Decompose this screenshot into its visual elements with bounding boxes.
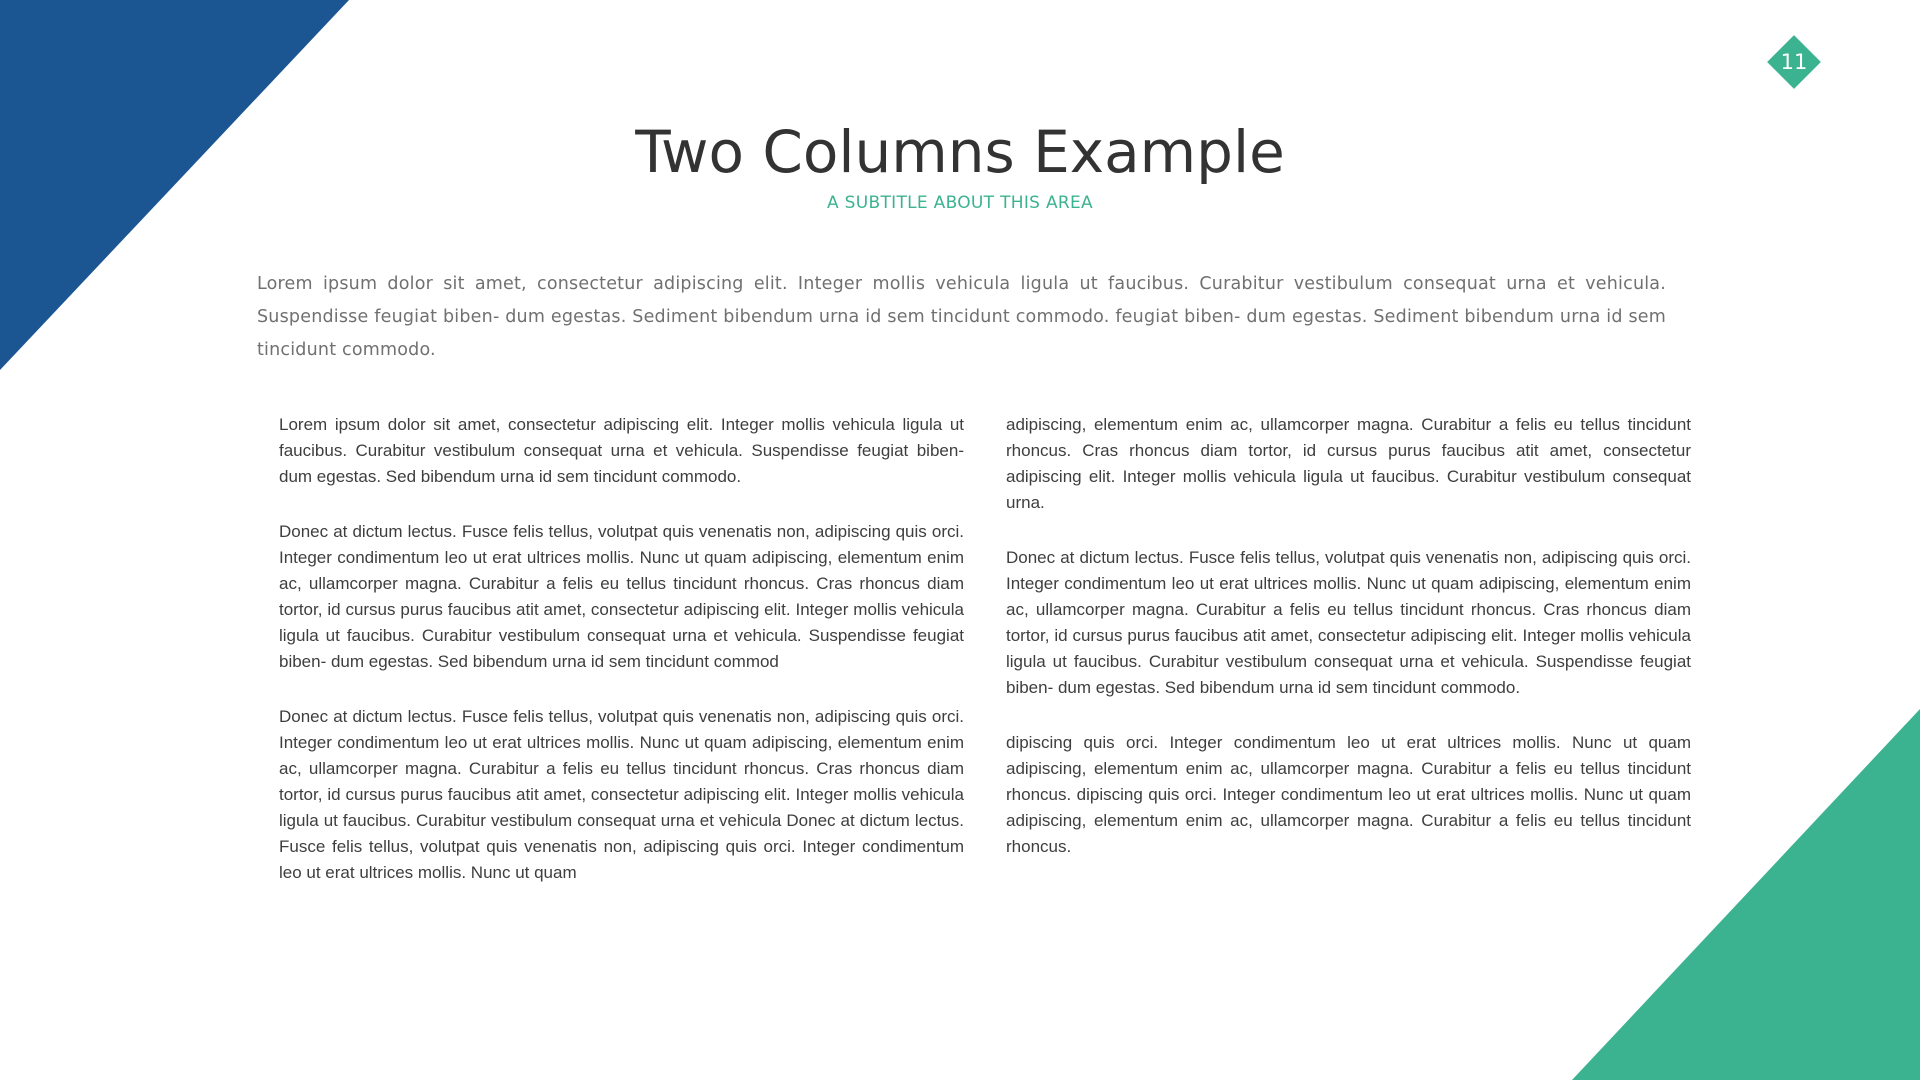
right-paragraph-1: adipiscing, elementum enim ac, ullamcorper magna. Curabitur a felis eu tellus tincidunt rhoncus. Cras rhoncus diam tortor, id cursus purus faucibus atit amet, consectetur adipiscing elit. Integer mollis vehicula ligula ut faucibus. Curabitur vestibulum consequat urna. xyxy=(1006,415,1691,512)
page-number: 11 xyxy=(1780,50,1808,74)
right-paragraph-2: Donec at dictum lectus. Fusce felis tellus, volutpat quis venenatis non, adipiscing quis orci. Integer condimentum leo ut erat ultrices mollis. Nunc ut quam adipiscing, elementum enim ac, ullamcorper magna. Curabitur a felis eu tellus tincidunt rhoncus. Cras rhoncus diam tortor, id cursus purus faucibus atit amet, consectetur adipiscing elit. Integer mollis vehicula ligula ut faucibus. Curabitur vestibulum consequat urna et vehicula. Suspendisse feugiat biben- dum egestas. Sed bibendum urna id sem tincidunt commodo. xyxy=(1006,548,1691,697)
page-number-badge xyxy=(1768,36,1820,88)
left-column xyxy=(279,412,964,915)
right-paragraph-3: dipiscing quis orci. Integer condimentum leo ut erat ultrices mollis. Nunc ut quam adipiscing, elementum enim ac, ullamcorper magna. Curabitur a felis eu tellus tincidunt rhoncus. dipiscing quis orci. Integer condimentum leo ut erat ultrices mollis. Nunc ut quam adipiscing, elementum enim ac, ullamcorper magna. Curabitur a felis eu tellus tincidunt rhoncus. xyxy=(1006,733,1691,856)
right-column xyxy=(1006,412,1691,889)
left-paragraph-3: Donec at dictum lectus. Fusce felis tellus, volutpat quis venenatis non, adipiscing quis orci. Integer condimentum leo ut erat ultrices mollis. Nunc ut quam adipiscing, elementum enim ac, ullamcorper magna. Curabitur a felis eu tellus tincidunt rhoncus. Cras rhoncus diam tortor, id cursus purus faucibus atit amet, consectetur adipiscing elit. Integer mollis vehicula ligula ut faucibus. Curabitur vestibulum consequat urna et vehicula Donec at dictum lectus. Fusce felis tellus, volutpat quis venenatis non, adipiscing quis orci. Integer condimentum leo ut erat ultrices mollis. Nunc ut quam xyxy=(279,707,964,882)
slide-title: Two Columns Example xyxy=(635,118,1285,186)
slide-subtitle: A SUBTITLE ABOUT THIS AREA xyxy=(827,193,1093,213)
left-paragraph-1: Lorem ipsum dolor sit amet, consectetur adipiscing elit. Integer mollis vehicula ligula ut faucibus. Curabitur vestibulum consequat urna et vehicula. Suspendisse feugiat biben- dum egestas. Sed bibendum urna id sem tincidunt commodo. xyxy=(279,415,964,486)
intro-paragraph: Lorem ipsum dolor sit amet, consectetur adipiscing elit. Integer mollis vehicula ligula ut faucibus. Curabitur vestibulum consequat urna et vehicula. Suspendisse feugiat biben- dum egestas. Sediment bibendum urna id sem tincidunt commodo. feugiat biben- dum egestas. Sediment bibendum urna id sem tincidunt commodo. xyxy=(257,274,1666,360)
left-paragraph-2: Donec at dictum lectus. Fusce felis tellus, volutpat quis venenatis non, adipiscing quis orci. Integer condimentum leo ut erat ultrices mollis. Nunc ut quam adipiscing, elementum enim ac, ullamcorper magna. Curabitur a felis eu tellus tincidunt rhoncus. Cras rhoncus diam tortor, id cursus purus faucibus atit amet, consectetur adipiscing elit. Integer mollis vehicula ligula ut faucibus. Curabitur vestibulum consequat urna et vehicula. Suspendisse feugiat biben- dum egestas. Sed bibendum urna id sem tincidunt commod xyxy=(279,522,964,671)
